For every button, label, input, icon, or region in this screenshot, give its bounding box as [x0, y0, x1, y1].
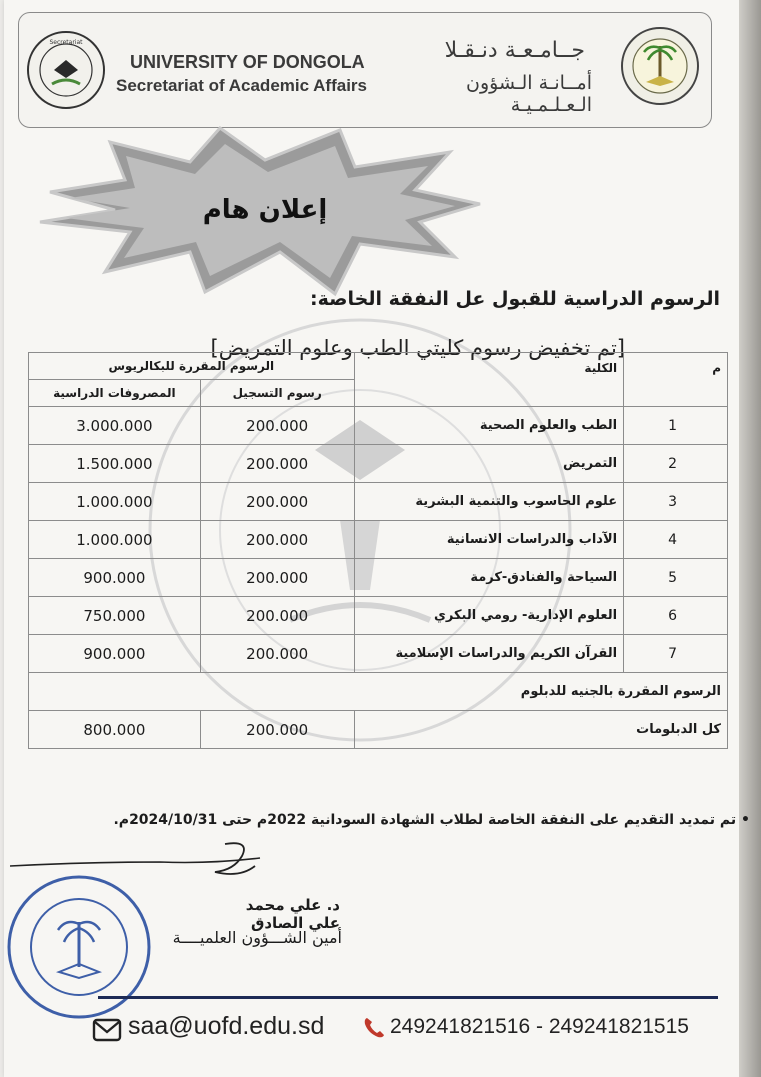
bachelor-fees-header: الرسوم المقررة للبكالريوس [29, 353, 355, 380]
diploma-header-row [29, 673, 728, 711]
faculty-cell: السياحة والفنادق-كرمة [354, 559, 624, 597]
announcement-badge: إعلان هام [202, 195, 328, 225]
tuition-cell: 900.000 [29, 559, 201, 597]
diploma-fees-header: الرسوم المقررة بالجنيه للدبلوم [29, 673, 728, 711]
contact-phones: 249241821516 - 249241821515 [390, 1015, 689, 1038]
university-name-en: UNIVERSITY OF DONGOLA [130, 52, 365, 72]
university-name-ar: جــامـعـة دنـقـلا [444, 38, 585, 63]
registration-cell: 200.000 [200, 445, 354, 483]
tuition-cell: 1.500.000 [29, 445, 201, 483]
registration-cell: 200.000 [200, 597, 354, 635]
tuition-cell: 1.000.000 [29, 483, 201, 521]
row-number-cell: 1 [624, 407, 728, 445]
fees-table [28, 352, 728, 749]
faculty-column-header: الكلية [354, 353, 624, 407]
row-number-cell: 6 [624, 597, 728, 635]
table-row [29, 445, 728, 483]
secretariat-name-en: Secretariat of Academic Affairs [116, 76, 368, 95]
faculty-cell: علوم الحاسوب والتنمية البشرية [354, 483, 624, 521]
registration-cell: 200.000 [200, 407, 354, 445]
deadline-note-text: تم تمديد التقديم على النفقة الخاصة لطلاب الشهادة السودانية 2022م حتى 2024/10/31م. [113, 812, 737, 828]
tuition-cell: 3.000.000 [29, 407, 201, 445]
row-number-cell: 2 [624, 445, 728, 483]
faculty-cell: الآداب والدراسات الانسانية [354, 521, 624, 559]
table-row [29, 597, 728, 635]
secretariat-name-ar: أمــانـة الـشؤون الـعـلـمـيـة [466, 72, 592, 116]
tuition-cell: 1.000.000 [29, 521, 201, 559]
table-row [29, 407, 728, 445]
letterhead-box [18, 12, 712, 128]
contact-email: saa@uofd.edu.sd [128, 1012, 325, 1040]
official-stamp-icon [4, 872, 154, 1022]
registration-cell: 200.000 [200, 635, 354, 673]
table-row [29, 635, 728, 673]
table-row [29, 483, 728, 521]
fees-title: الرسوم الدراسية للقبول عل النفقة الخاصة: [310, 288, 720, 310]
diploma-row [29, 711, 728, 749]
svg-text:Secretariat: Secretariat [49, 39, 83, 46]
page-edge [739, 0, 761, 1077]
registration-cell: 200.000 [200, 559, 354, 597]
number-column-header: م [624, 353, 728, 407]
faculty-cell: الطب والعلوم الصحية [354, 407, 624, 445]
diploma-tuition-cell: 800.000 [29, 711, 201, 749]
diploma-registration-cell: 200.000 [200, 711, 354, 749]
university-seal-left-icon [26, 30, 106, 110]
phone-icon [362, 1016, 386, 1040]
registration-cell: 200.000 [200, 483, 354, 521]
faculty-cell: التمريض [354, 445, 624, 483]
tuition-column-header: المصروفات الدراسية [29, 380, 201, 407]
university-seal-right-icon [620, 26, 700, 106]
faculty-cell: العلوم الإدارية- رومي البكري [354, 597, 624, 635]
faculty-cell: القرآن الكريم والدراسات الإسلامية [354, 635, 624, 673]
table-row [29, 559, 728, 597]
registration-column-header: رسوم التسجيل [200, 380, 354, 407]
row-number-cell: 3 [624, 483, 728, 521]
registration-cell: 200.000 [200, 521, 354, 559]
tuition-cell: 750.000 [29, 597, 201, 635]
signatory-name: د. علي محمد علي الصادق [245, 896, 340, 932]
signatory-title: أمين الشـــؤون العلميــــة [172, 928, 342, 947]
deadline-note: • تم تمديد التقديم على النفقة الخاصة لطلاب الشهادة السودانية 2022م حتى 2024/10/31م. [113, 812, 750, 828]
table-header-row [29, 353, 728, 380]
diploma-label-cell: كل الدبلومات [354, 711, 727, 749]
footer-divider [98, 996, 718, 999]
fees-subtitle: [تم تخفيض رسوم كليتي الطب وعلوم التمريض] [210, 336, 625, 360]
tuition-cell: 900.000 [29, 635, 201, 673]
row-number-cell: 7 [624, 635, 728, 673]
email-icon [92, 1018, 122, 1042]
row-number-cell: 5 [624, 559, 728, 597]
row-number-cell: 4 [624, 521, 728, 559]
table-row [29, 521, 728, 559]
